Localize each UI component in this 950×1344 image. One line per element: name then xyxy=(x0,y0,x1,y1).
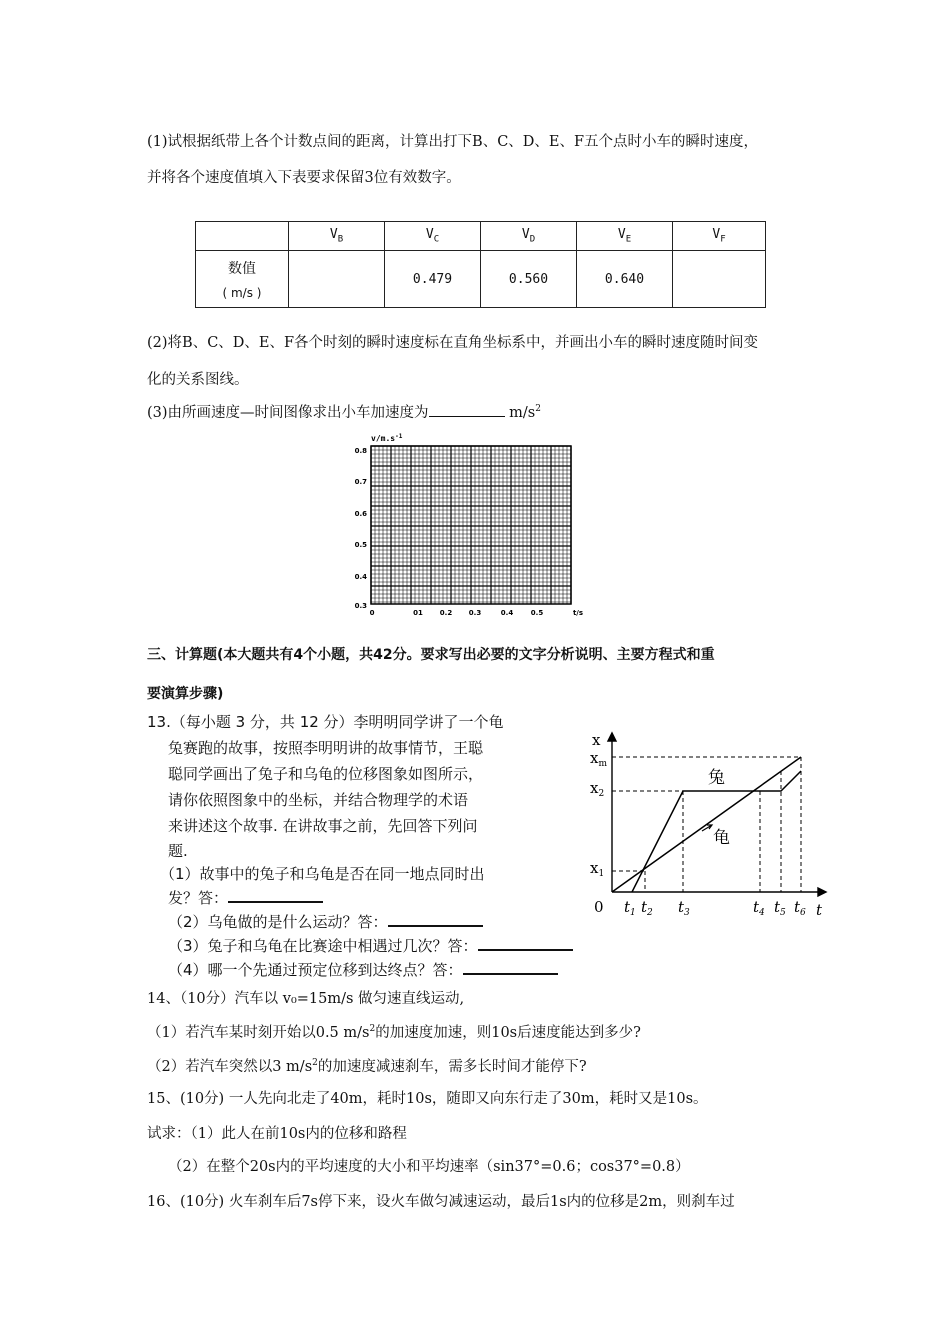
q14-line3: （2）若汽车突然以3 $m/s^2$的加速度减速刹车，需多长时间才能停下? xyxy=(147,1058,587,1075)
rabbit-label: 兔 xyxy=(708,768,725,788)
grid-major-lines xyxy=(371,446,571,604)
cell-vd: 0.560 xyxy=(481,251,577,308)
cell-vc: 0.479 xyxy=(385,251,481,308)
x-tick-0.4: 0.4 xyxy=(500,609,514,617)
q12-part3 xyxy=(147,401,541,422)
x-axis-arrow xyxy=(818,888,826,896)
section3-heading-line2: 要演算步骤) xyxy=(147,686,224,702)
origin-label: 0 xyxy=(594,898,604,916)
y-axis-label-x: x xyxy=(592,731,601,749)
q14-line1: 14、（10分）汽车以 v₀=15m/s 做匀速直线运动, xyxy=(147,991,465,1007)
t4-label: $t_4$ xyxy=(753,898,765,918)
x2-label: $x_2$ xyxy=(590,779,605,799)
velocity-time-grid[interactable] xyxy=(335,432,605,622)
q13-sub3 xyxy=(168,935,573,956)
q13-sub1-prompt: 发？答： xyxy=(168,889,229,907)
y-tick-0.7: 0.7 xyxy=(354,478,367,486)
row-label-unit: ( m/s ) xyxy=(222,286,262,300)
t6-label: $t_6$ xyxy=(794,898,806,918)
answer-blank-q13-1[interactable] xyxy=(228,887,323,903)
tortoise-line xyxy=(612,757,801,892)
q13-sub1-line1: （1）故事中的兔子和乌龟是否在同一地点同时出 xyxy=(160,865,485,883)
q15-line3: （2）在整个20s内的平均速度的大小和平均速率（sin37°=0.6；cos37°=0.8） xyxy=(168,1159,690,1175)
answer-blank-acceleration[interactable] xyxy=(429,416,505,417)
cell-vb[interactable] xyxy=(289,251,385,308)
row-label-value: 数值 xyxy=(228,261,256,277)
x-tick-0.5: 0.5 xyxy=(530,609,544,617)
t1-label: $t_1$ xyxy=(624,898,636,918)
y-tick-0.8: 0.8 xyxy=(354,447,367,455)
header-ve: $V_E$ xyxy=(577,222,673,251)
header-vf: $V_F$ xyxy=(673,222,766,251)
t5-label: $t_5$ xyxy=(774,898,786,918)
section3-heading-line1: 三、计算题(本大题共有4个小题，共42分。要求写出必要的文字分析说明、主要方程式和重 xyxy=(147,647,715,663)
answer-blank-q13-2[interactable] xyxy=(388,911,483,927)
y-tick-0.6: 0.6 xyxy=(354,510,367,518)
velocity-table xyxy=(195,221,766,308)
cell-ve: 0.640 xyxy=(577,251,673,308)
q12-part1-line2: 并将各个速度值填入下表要求保留3位有效数字。 xyxy=(147,170,461,186)
q14-line2: （1）若汽车某时刻开始以0.5 $m/s^2$的加速度加速，则10s后速度能达到多少? xyxy=(147,1024,641,1041)
q12-part3-text: (3)由所画速度—时间图像求出小车加速度为 xyxy=(147,405,429,421)
q15-line2: 试求：（1）此人在前10s内的位移和路程 xyxy=(147,1126,407,1142)
row-label-cell xyxy=(196,251,289,308)
q13-sub3-prompt: （3）兔子和乌龟在比赛途中相遇过几次？答： xyxy=(168,937,478,955)
cell-vf[interactable] xyxy=(673,251,766,308)
q13-line6: 题. xyxy=(168,842,188,860)
x1-label: $x_1$ xyxy=(590,859,605,879)
q12-part3-unit: m/s xyxy=(509,405,536,421)
x-tick-0.2: 0.2 xyxy=(439,609,453,617)
table-corner-cell xyxy=(196,222,289,251)
x-axis-label-t: t xyxy=(816,901,823,919)
x-tick-0: 0 xyxy=(369,609,375,617)
header-vd: $V_D$ xyxy=(481,222,577,251)
x-axis-label: t/s xyxy=(572,609,584,617)
y-axis-label: $v/m.s^{-1}$ xyxy=(371,433,403,443)
answer-blank-q13-3[interactable] xyxy=(478,935,573,951)
q15-line1: 15、(10分) 一人先向北走了40m，耗时10s，随即又向东行走了30m，耗时又是10s。 xyxy=(147,1091,708,1107)
header-vc: $V_C$ xyxy=(385,222,481,251)
answer-blank-q13-4[interactable] xyxy=(463,959,558,975)
q12-part3-unit-sup: 2 xyxy=(535,404,541,415)
q12-part2-line1: (2)将B、C、D、E、F各个时刻的瞬时速度标在直角坐标系中，并画出小车的瞬时速度随时间变 xyxy=(147,335,759,351)
t2-label: $t_2$ xyxy=(641,898,653,918)
q12-part2-line2: 化的关系图线。 xyxy=(147,372,249,388)
y-tick-0.3: 0.3 xyxy=(354,602,367,610)
header-vb: $V_B$ xyxy=(289,222,385,251)
q16-line1: 16、(10分) 火车刹车后7s停下来，设火车做匀减速运动，最后1s内的位移是2m，则刹车过 xyxy=(147,1194,735,1210)
q13-sub2-prompt: （2）乌龟做的是什么运动？答： xyxy=(168,913,388,931)
t3-label: $t_3$ xyxy=(678,898,690,918)
q13-line3: 聪同学画出了兔子和乌龟的位移图象如图所示， xyxy=(168,765,484,783)
q13-sub1-line2 xyxy=(168,887,323,908)
q13-line5: 来讲述这个故事. 在讲故事之前，先回答下列问 xyxy=(168,817,478,835)
y-tick-0.4: 0.4 xyxy=(354,573,367,581)
q13-sub4 xyxy=(168,959,558,980)
q13-sub4-prompt: （4）哪一个先通过预定位移到达终点？答： xyxy=(168,961,463,979)
tortoise-label: 龟 xyxy=(713,828,730,848)
q13-line1: 13.（每小题 3 分，共 12 分）李明明同学讲了一个龟 xyxy=(147,713,504,731)
q13-line4: 请你依照图象中的坐标，并结合物理学的术语 xyxy=(168,791,469,809)
x-tick-0.1: 01 xyxy=(413,609,423,617)
q12-part1-line1: (1)试根据纸带上各个计数点间的距离，计算出打下B、C、D、E、F五个点时小车的瞬时速度， xyxy=(147,134,759,150)
q13-sub2 xyxy=(168,911,483,932)
y-tick-0.5: 0.5 xyxy=(354,541,367,549)
race-position-time-chart xyxy=(588,725,838,925)
y-axis-arrow xyxy=(608,733,616,741)
xm-label: $x_m$ xyxy=(590,749,608,769)
q13-line2: 兔赛跑的故事，按照李明明讲的故事情节，王聪 xyxy=(168,739,484,757)
x-tick-0.3: 0.3 xyxy=(468,609,482,617)
